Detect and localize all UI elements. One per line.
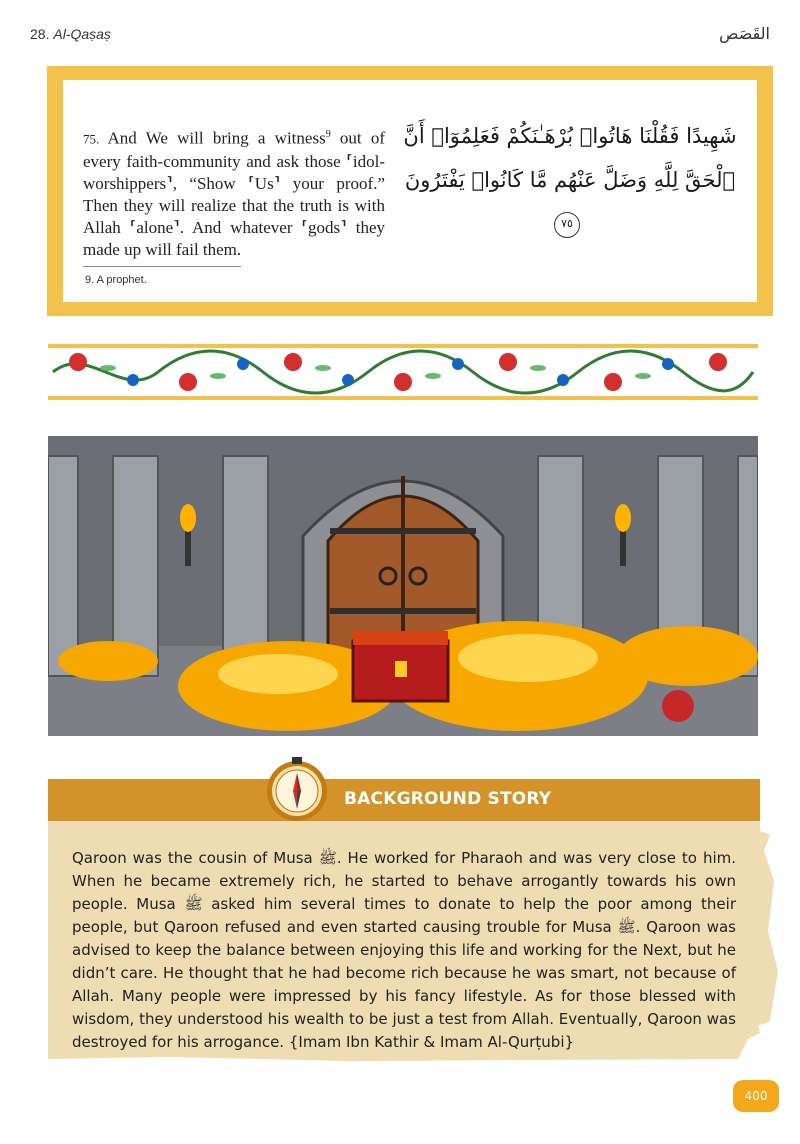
verse-arabic	[399, 114, 741, 246]
compass-icon	[262, 754, 332, 824]
floral-border-ornament	[48, 344, 758, 400]
running-header-left	[30, 26, 111, 42]
arabic-line-1: شَهِيدًا فَقُلْنَا هَاتُوا۟ بُرْهَـٰنَكُمْ فَعَلِمُوٓا۟ أَنَّ	[403, 124, 737, 148]
footnote-ref: 9	[325, 129, 331, 140]
arabic-line-2	[399, 158, 741, 246]
story-header-bar	[48, 779, 760, 821]
surah-name-en: Al-Qaṣaṣ	[53, 26, 111, 42]
story-text: Qaroon was the cousin of Musa ﷺ. He worked for Pharaoh and was very close to him. When he became extremely rich, he started to behave arrogantly towards his own people. Musa ﷺ asked him several times to donate to help the poor among their people, but Qaroon refused and even started causing trouble for Musa ﷺ. Qaroon was advised to keep the balance between enjoying this life and working for the Next, but he didn’t care. He thought that he had become rich because he was smart, not because of Allah. Many people were impressed by his fancy lifestyle. As for those blessed with wisdom, they understood his wealth to be just a test from Allah. Eventually, Qaroon was destroyed for his arrogance. {Imam Ibn Kathir & Imam Al-Qurṭubi}	[72, 849, 737, 1051]
footnote: 9. A prophet.	[85, 274, 147, 286]
surah-number: 28.	[30, 26, 50, 42]
page-number-badge: 400	[733, 1080, 779, 1112]
verse-text-part2: out of every faith-community and ask those ⸢idol-worshippers⸣, “Show ⸢Us⸣ your proof.” Then they will realize that the truth is with Allah ⸢alone⸣. And whatever ⸢gods⸣ they made up will fail them.	[83, 128, 386, 259]
ayah-marker: ٧٥	[554, 212, 580, 238]
verse-number: 75.	[83, 131, 100, 147]
verse-text-part1: And We will bring a witness	[107, 128, 326, 148]
verse-box	[63, 80, 757, 302]
surah-name-ar: القَصَص	[719, 24, 770, 43]
verse-frame	[47, 66, 773, 316]
treasure-vault-illustration	[48, 436, 758, 736]
verse-translation	[83, 124, 385, 261]
arabic-line-2-text: ٱلْحَقَّ لِلَّهِ وَضَلَّ عَنْهُم مَّا كَانُوا۟ يَفْتَرُونَ	[404, 168, 736, 192]
story-title: BACKGROUND STORY	[344, 789, 552, 809]
footnote-rule	[83, 266, 241, 267]
